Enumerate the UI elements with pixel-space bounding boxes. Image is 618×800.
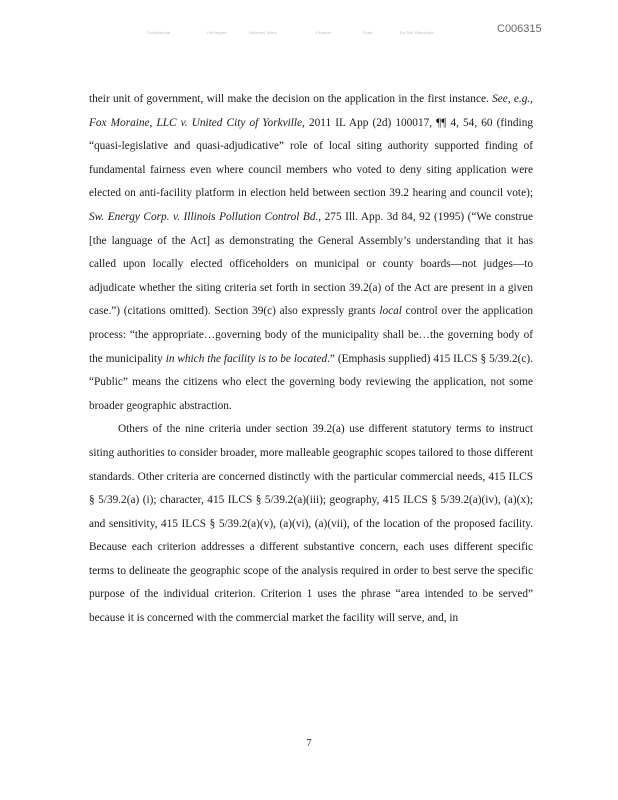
text-run: .” (Emphasis supplied) 415 ILCS § 5/39.2(c). “Public” means the citizens who elect the governing body reviewing the application, not some broader geographic abstraction.	[89, 352, 533, 412]
document-body	[89, 88, 533, 631]
header-faint-label: Product	[316, 30, 332, 35]
body-paragraph	[89, 88, 533, 418]
header-faint-label: Attorney Work	[249, 30, 277, 35]
text-run: , 2011 IL App (2d) 100017, ¶¶ 4, 54, 60 (finding “quasi-legislative and quasi-adjudicative” role of local siting authority supported finding of fundamental fairness even where council members who voted to deny siting application were elected on anti-facility platform in election held between section 39.2 hearing and council vote);	[89, 116, 533, 200]
italic-text-run: Sw. Energy Corp. v. Illinois Pollution Control Bd.	[89, 210, 319, 223]
header-faint-label: Draft	[363, 30, 373, 35]
header-faint-label: Do Not Distribute	[400, 30, 434, 35]
header-faint-label: Privileged	[207, 30, 227, 35]
body-paragraph	[89, 418, 533, 630]
page-header	[0, 18, 618, 38]
italic-text-run: local	[379, 305, 402, 318]
text-run: , 275 Ill. App. 3d 84, 92 (1995) (“We construe [the language of the Act] as demonstrating the General Assembly’s understanding that it has called upon locally elected officeholders on municipal or county boards—not judges—to adjudicate whether the siting criteria set forth in section 39.2(a) of the Act are present in a given case.”) (citations omitted). Section 39(c) also expressly grants	[89, 210, 534, 318]
text-run: Others of the nine criteria under section 39.2(a) use different statutory terms to instruct siting authorities to consider broader, more malleable geographic scopes tailored to those different standards. Other criteria are concerned distinctly with the particular commercial needs, 415 ILCS § 5/39.2(a) (i); character, 415 ILCS § 5/39.2(a)(iii); geography, 415 ILCS § 5/39.2(a)(iv), (a)(x); and sensitivity, 415 ILCS § 5/39.2(a)(v), (a)(vi), (a)(vii), of the location of the proposed facility. Because each criterion addresses a different substantive concern, each uses different specific terms to delineate the geographic scope of the analysis required in order to best serve the specific purpose of the individual criterion. Criterion 1 uses the phrase “area intended to be served” because it is concerned with the commercial market the facility will serve, and, in	[89, 423, 533, 625]
text-run: control over the application process: “the appropriate…governing body of the municipality shall be…the governing body of the municipality	[89, 305, 533, 365]
text-run: their unit of government, will make the decision on the application in the first instance.	[89, 93, 493, 105]
header-faint-label: Confidential	[147, 30, 171, 35]
page-number: 7	[306, 737, 312, 749]
italic-text-run: in which the facility is to be located	[165, 352, 328, 365]
italic-text-run: See, e.g., Fox Moraine, LLC v. United City of Yorkville	[89, 93, 533, 129]
document-id-stamp: C006315	[497, 23, 542, 35]
